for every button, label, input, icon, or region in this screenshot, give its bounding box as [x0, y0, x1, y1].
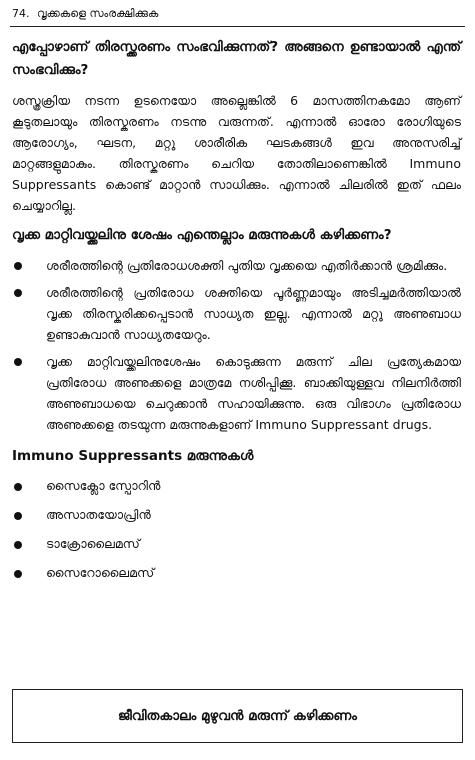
bullet-icon: [14, 483, 22, 491]
drug-name: സൈക്ലോ സ്പോറിൻ: [46, 478, 161, 493]
header-divider: [10, 26, 465, 27]
bullet-icon: [14, 289, 22, 297]
callout-box: [12, 689, 463, 743]
list-item: [12, 255, 461, 276]
drug-name: ടാക്രോലൈമസ്: [46, 536, 140, 551]
medicines-question-heading: വൃക്ക മാറ്റിവയ്ക്കലിനു ശേഷം എന്തെല്ലാം മരുന്നുകൾ കഴിക്കണം?: [12, 227, 392, 243]
list-item-text: വൃക്ക മാറ്റിവയ്ക്കലിനുശേഷം കൊടുക്കുന്ന മരുന്ന് ചില പ്രത്യേകമായ പ്രതിരോധ അണുക്കളെ മാത്രമേ നശിപ്പിക്കൂ. ബാക്കിയുള്ളവ നിലനിർത്തി അണുബാധയെ ചെറുക്കാൻ സഹായിക്കുന്നു. ഒരു വിഭാഗം പ്രതിരോധ അണുക്കളെ തടയുന്ന മരുന്നുകളാണ് Immuno Suppressant drugs.: [46, 354, 461, 432]
list-item-text: ശരീരത്തിന്റെ പ്രതിരോധ ശക്തിയെ പൂർണ്ണമായും അടിച്ചമർത്തിയാൽ വൃക്ക തിരസ്കരിക്കപ്പെടാൻ സാധ്യത ഇല്ല. എന്നാൽ മറ്റു അണുബാധ ഉണ്ടാകുവാൻ സാധ്യതയേറും.: [46, 285, 461, 342]
drug-list: [12, 476, 461, 583]
bullet-icon: [14, 570, 22, 578]
page-number: 74.: [12, 7, 30, 20]
list-item: [12, 505, 461, 525]
rejection-answer-paragraph: ശസ്ത്രക്രിയ നടന്ന ഉടനെയോ അല്ലെങ്കിൽ 6 മാസത്തിനകമോ ആണ് കൂടുതലായും തിരസ്കരണം നടന്നു വരുന്നത്. എന്നാൽ ഓരോ രോഗിയുടെ ആരോഗ്യം, ഘടന, മറ്റു ശാരീരിക ഘടകങ്ങൾ ഇവ അനുസരിച്ച് മാറ്റങ്ങളുമാകും. തിരസ്കരണം ചെറിയ തോതിലാണെങ്കിൽ Immuno Suppressants കൊണ്ട് മാറ്റാൻ സാധിക്കും. എന്നാൽ ചിലരിൽ ഇത് ഫലം ചെയ്യാറില്ല.: [12, 93, 461, 213]
drug-name: സൈറോലൈമസ്: [46, 565, 155, 580]
page-body: [12, 36, 461, 592]
rejection-question-heading: എപ്പോഴാണ് തിരസ്ക്കരണം സംഭവിക്കുന്നത്? അങ്ങനെ ഉണ്ടായാൽ എന്ത് സംഭവിക്കും?: [12, 39, 461, 78]
running-header: [12, 6, 158, 22]
bullet-icon: [14, 358, 22, 366]
bullet-icon: [14, 541, 22, 549]
bullet-icon: [14, 512, 22, 520]
medicines-bullet-list: [12, 255, 461, 435]
immuno-suppressants-heading: Immuno Suppressants മരുന്നുകൾ: [12, 448, 254, 464]
bullet-icon: [14, 262, 22, 270]
list-item: [12, 476, 461, 496]
list-item: [12, 563, 461, 583]
callout-text: ജീവിതകാലം മുഴുവൻ മരുന്ന് കഴിക്കണം: [118, 708, 357, 724]
list-item: [12, 351, 461, 435]
list-item: [12, 534, 461, 554]
list-item: [12, 282, 461, 345]
list-item-text: ശരീരത്തിന്റെ പ്രതിരോധശക്തി പുതിയ വൃക്കയെ എതിർക്കാൻ ശ്രമിക്കും.: [46, 258, 448, 273]
drug-name: അസാതയോപ്രിൻ: [46, 507, 151, 522]
book-title: വൃക്കകളെ സംരക്ഷിക്കുക: [37, 7, 159, 20]
